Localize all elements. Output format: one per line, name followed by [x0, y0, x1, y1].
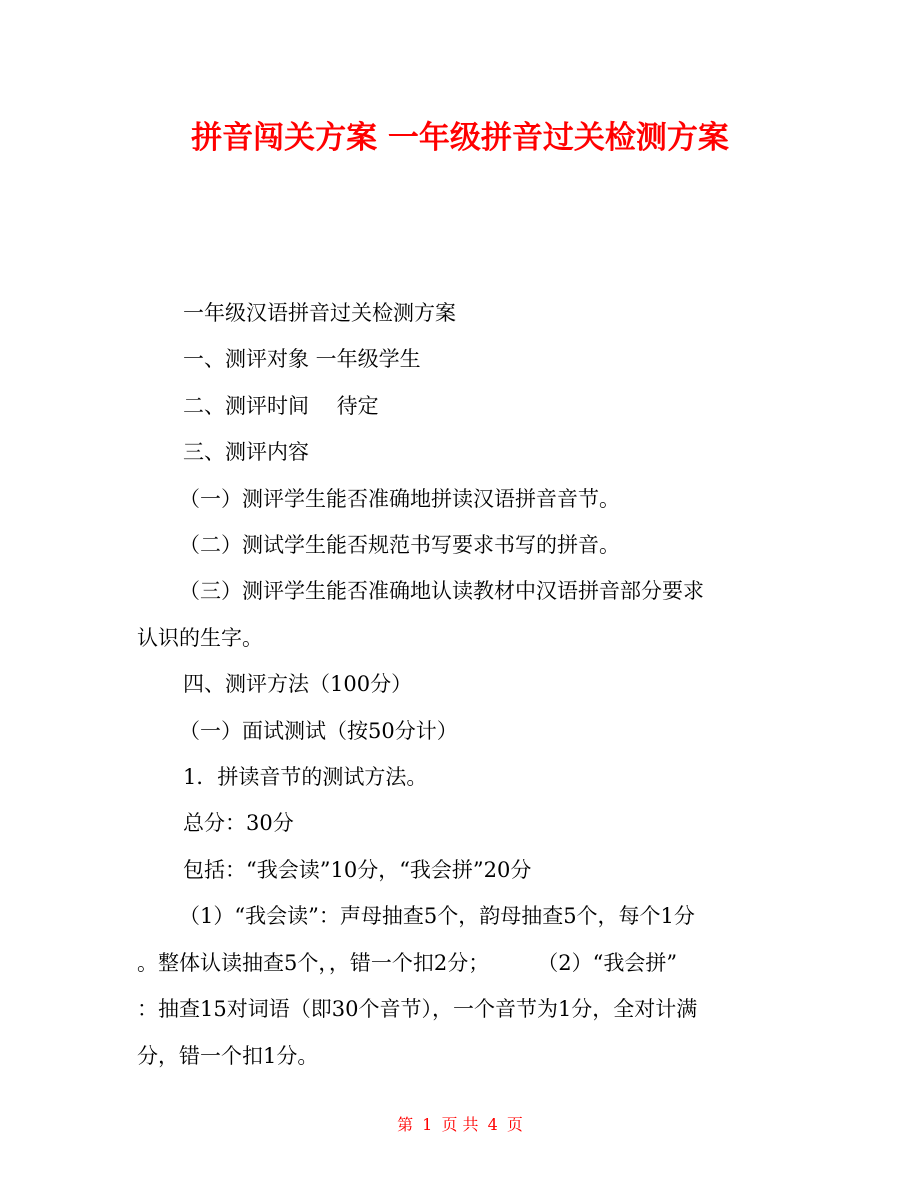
body-line: 二、测评时间 待定: [183, 393, 379, 418]
body-line: 三、测评内容: [183, 440, 309, 465]
body-line: 一年级汉语拼音过关检测方案: [183, 301, 456, 325]
body-line: （一）面试测试（按50分计）: [179, 718, 458, 743]
document-body: [137, 290, 787, 1079]
body-line: ：抽查15对词语（即30个音节），一个音节为1分，全对计满: [137, 997, 698, 1022]
footer-total-pages: 4: [487, 1115, 498, 1134]
footer-mid: 页 共: [441, 1115, 479, 1134]
body-line: 1．拼读音节的测试方法。: [183, 765, 428, 790]
body-line: （1）“我会读”：声母抽查5个，韵母抽查5个，每个1分: [179, 904, 695, 929]
body-line: [137, 940, 787, 986]
body-line: 四、测评方法（100分）: [183, 672, 413, 697]
body-line: 一、测评对象 一年级学生: [183, 347, 421, 372]
footer-current-page: 1: [422, 1115, 433, 1134]
body-line: （二）测试学生能否规范书写要求书写的拼音。: [179, 533, 620, 558]
body-line-part: 。整体认读抽查5个，，错一个扣2分；: [137, 950, 490, 975]
body-line: 总分：30分: [183, 811, 294, 836]
body-line: （一）测评学生能否准确地拼读汉语拼音音节。: [179, 486, 620, 511]
body-line: 分，错一个扣1分。: [137, 1043, 319, 1068]
body-line-part: （2）“我会拼”: [537, 950, 678, 975]
body-line: 认识的生字。: [137, 625, 263, 650]
footer-prefix: 第: [397, 1115, 414, 1134]
document-title: 拼音闯关方案 一年级拼音过关检测方案: [191, 120, 729, 156]
body-line: 包括：“我会读”10分，“我会拼”20分: [183, 857, 532, 882]
page-footer: [0, 1113, 920, 1137]
body-line: （三）测评学生能否准确地认读教材中汉语拼音部分要求: [179, 579, 704, 604]
footer-suffix: 页: [506, 1115, 523, 1134]
